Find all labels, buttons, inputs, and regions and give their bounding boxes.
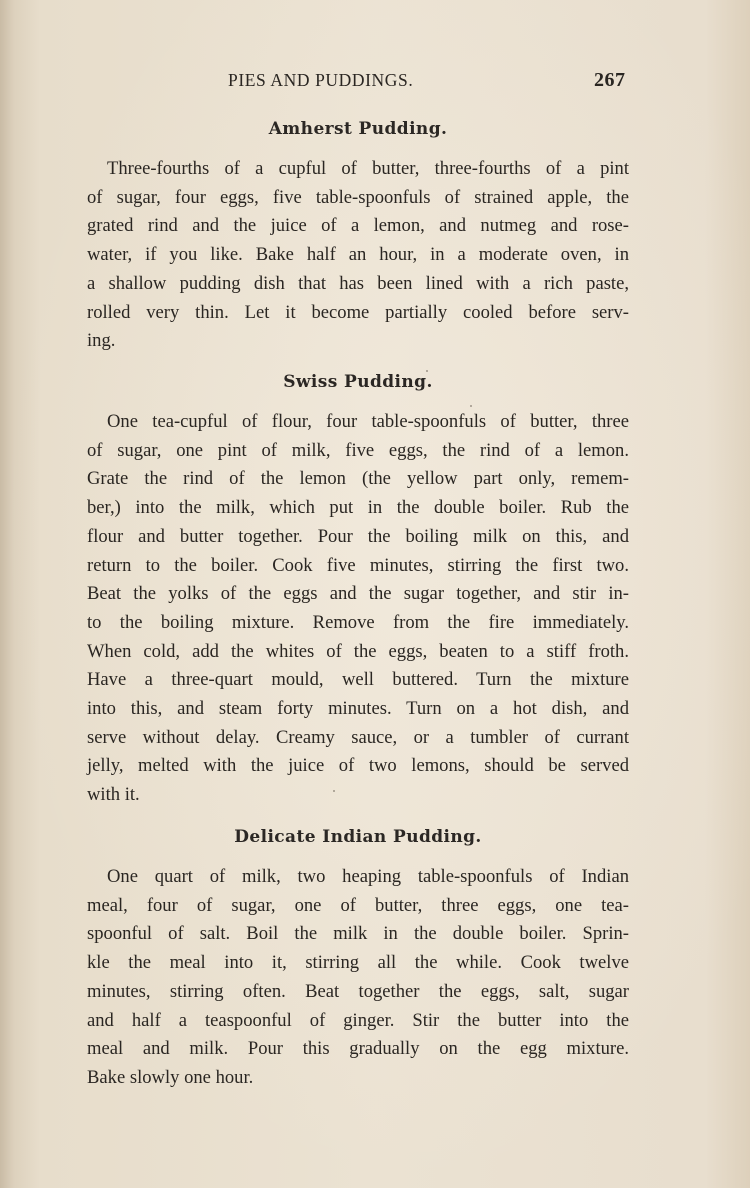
text-line: Three-fourths of a cupful of butter, three-fourths of a pint [107,158,629,179]
text-line: When cold, add the whites of the eggs, beaten to a stiff froth. [87,640,629,662]
text-line: One tea-cupful of flour, four table-spoonfuls of butter, three [107,411,629,432]
text-line: rolled very thin. Let it become partially cooled before serv- [87,301,629,323]
text-line: Beat the yolks of the eggs and the sugar together, and stir in- [87,583,629,605]
text-line: of sugar, one pint of milk, five eggs, the rind of a lemon. [87,439,629,461]
recipe-body [87,155,629,356]
paper-speck [426,370,428,372]
text-line: Bake slowly one hour. [87,1066,254,1088]
text-line: ber,) into the milk, which put in the double boiler. Rub the [87,497,629,519]
text-line: Grate the rind of the lemon (the yellow part only, remem- [87,468,629,490]
text-line: of sugar, four eggs, five table-spoonfuls of strained apple, the [87,186,629,208]
text-line: and half a teaspoonful of ginger. Stir the butter into the [87,1009,629,1031]
recipe-title: Swiss Pudding. [283,372,433,392]
text-line: flour and butter together. Pour the boiling milk on this, and [87,525,629,547]
text-line: a shallow pudding dish that has been lined with a rich paste, [87,272,629,294]
recipe-delicate-indian-pudding [87,827,629,847]
text-line: with it. [87,784,140,806]
text-line: One quart of milk, two heaping table-spoonfuls of Indian [107,866,629,887]
text-line: spoonful of salt. Boil the milk in the double boiler. Sprin- [87,923,629,945]
recipe-body-amherst [87,155,629,356]
text-line: to the boiling mixture. Remove from the fire immediately. [87,611,629,633]
recipe-swiss-pudding [87,372,629,392]
recipe-body [87,408,629,810]
text-line: meal and milk. Pour this gradually on the egg mixture. [87,1038,629,1060]
paper-speck [470,405,472,407]
recipe-title: Amherst Pudding. [268,119,448,139]
text-line: return to the boiler. Cook five minutes, stirring the first two. [87,554,629,576]
text-line: water, if you like. Bake half an hour, in a moderate oven, in [87,244,629,266]
running-head: PIES AND PUDDINGS. [228,70,414,90]
recipe-body-indian [87,863,629,1093]
recipe-body [87,863,629,1093]
text-line: serve without delay. Creamy sauce, or a tumbler of currant [87,726,629,748]
page-number: 267 [594,69,626,91]
recipe-title: Delicate Indian Pudding. [234,827,482,847]
text-line: Have a three-quart mould, well buttered. Turn the mixture [87,669,629,691]
text-line: jelly, melted with the juice of two lemons, should be served [87,755,629,777]
recipe-body-swiss [87,408,629,810]
text-line: into this, and steam forty minutes. Turn on a hot dish, and [87,698,629,720]
text-line: meal, four of sugar, one of butter, three eggs, one tea- [87,894,629,916]
text-line: grated rind and the juice of a lemon, and nutmeg and rose- [87,215,629,237]
paper-speck [333,790,335,792]
recipe-amherst-pudding [87,119,629,139]
text-line: ing. [87,330,116,352]
text-line: minutes, stirring often. Beat together the eggs, salt, sugar [87,980,629,1002]
text-line: kle the meal into it, stirring all the while. Cook twelve [87,952,629,974]
page-header [0,70,750,96]
